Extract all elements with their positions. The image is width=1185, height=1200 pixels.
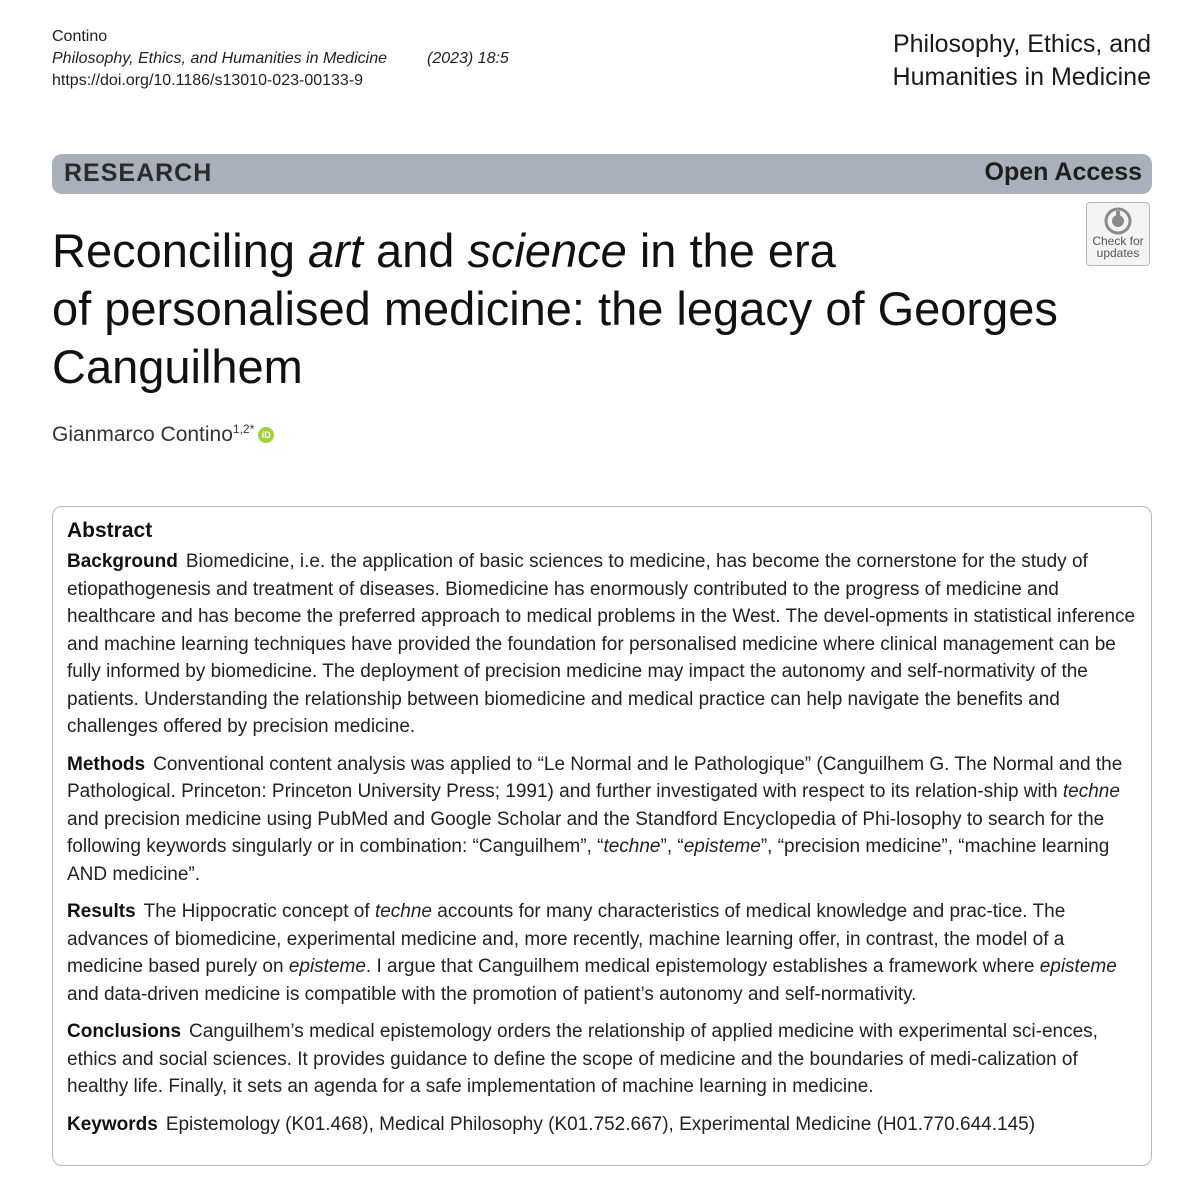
abstract-conclusions: Conclusions Canguilhem’s medical epistemology orders the relationship of applied medicine with experimental sci-ences, ethics and social sciences. It provides guidance to define the scope of medicine and the boundaries of medi-calization of healthy life. Finally, it sets an agenda for a safe implementation of machine learning in medicine.	[67, 1021, 1098, 1097]
open-access-label: Open Access	[984, 158, 1142, 186]
journal-citation	[52, 48, 509, 70]
author-name[interactable]: Gianmarco Contino	[52, 423, 233, 446]
abstract-methods: Methods Conventional content analysis was applied to “Le Normal and le Pathologique” (Canguilhem G. The Normal and the Pathological. Princeton: Princeton University Press; 1991) and further investigated with respect to its relation-ship with techne and precision medicine using PubMed and Google Scholar and the Standford Encyclopedia of Phi-losophy to search for the following keywords singularly or in combination: “Canguilhem”, “techne”, “episteme”, “precision medicine”, “machine learning AND medicine”.	[67, 753, 1123, 885]
article-meta	[52, 26, 509, 92]
journal-brand-line2: Humanities in Medicine	[892, 63, 1151, 91]
doi-link[interactable]: https://doi.org/10.1186/s13010-023-00133-9	[52, 72, 364, 89]
check-updates-line2: updates	[1096, 246, 1140, 260]
article-type-bar	[52, 154, 1152, 194]
article-title: Reconciling art and science in the era of personalised medicine: the legacy of Georges Canguilhem	[52, 224, 1058, 393]
abstract-keywords: Keywords Epistemology (K01.468), Medical Philosophy (K01.752.667), Experimental Medicine (H01.770.644.145)	[67, 1113, 1036, 1135]
abstract-box	[52, 506, 1152, 1166]
journal-brand-line1: Philosophy, Ethics, and	[892, 30, 1151, 58]
running-author: Contino	[52, 28, 108, 45]
author-affiliation: 1,2*	[232, 422, 255, 436]
abstract-results: Results The Hippocratic concept of techne accounts for many characteristics of medical knowledge and prac-tice. The advances of biomedicine, experimental medicine and, more recently, machine learning offer, in contrast, the model of a medicine based purely on episteme. I argue that Canguilhem medical epistemology establishes a framework where episteme and data-driven medicine is compatible with the promotion of patient’s autonomy and self-normativity.	[67, 901, 1117, 1005]
journal-name: Philosophy, Ethics, and Humanities in Medicine	[52, 50, 387, 67]
check-updates-line1: Check for	[1092, 234, 1144, 248]
article-type: RESEARCH	[64, 159, 213, 187]
author-line	[52, 422, 274, 447]
citation-volume: (2023) 18:5	[426, 50, 509, 67]
journal-brand	[893, 28, 1151, 94]
abstract-heading: Abstract	[67, 519, 153, 542]
orcid-icon[interactable]: iD	[258, 427, 274, 443]
abstract-background: Background Biomedicine, i.e. the application of basic sciences to medicine, has become the cornerstone for the study of etiopathogenesis and treatment of diseases. Biomedicine has enormously contributed to the progress of medicine and healthcare and has become the preferred approach to medical problems in the West. The devel-opments in statistical inference and machine learning techniques have provided the foundation for personalised medicine where clinical management can be fully informed by biomedicine. The deployment of precision medicine may impact the autonomy and self-normativity of the patients. Understanding the relationship between biomedicine and medical practice can help navigate the benefits and challenges offered by precision medicine.	[67, 551, 1136, 737]
